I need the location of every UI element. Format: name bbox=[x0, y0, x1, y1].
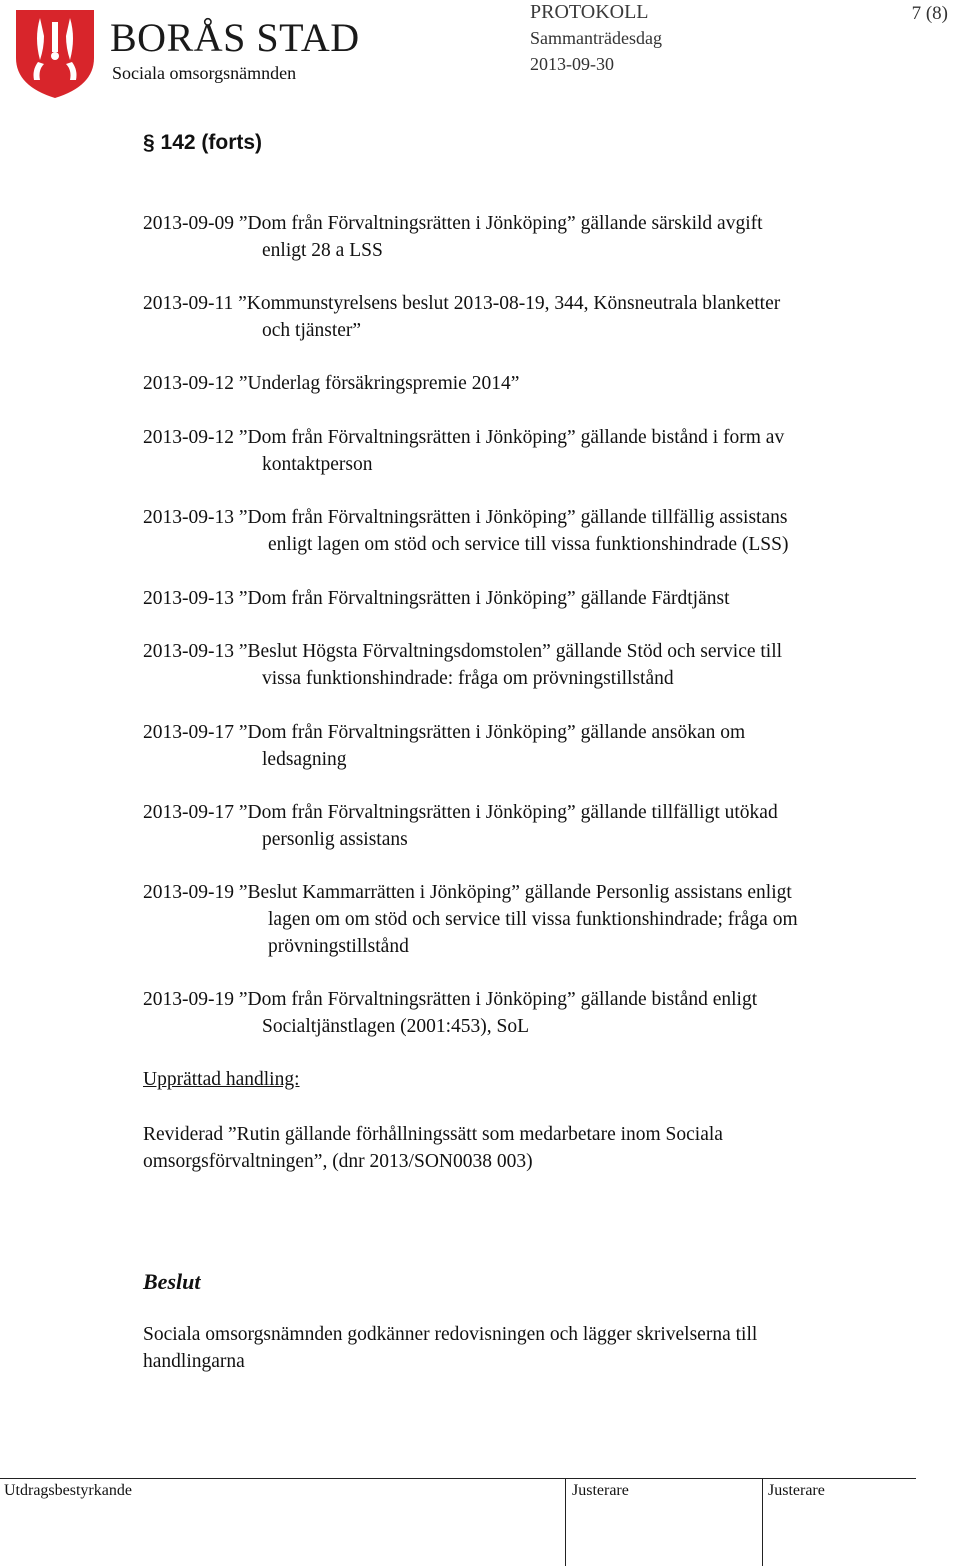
list-item-line: ledsagning bbox=[262, 749, 347, 770]
list-item-line: enligt lagen om stöd och service till vissa funktionshindrade (LSS) bbox=[268, 534, 789, 555]
list-item-line: 2013-09-17 ”Dom från Förvaltningsrätten i Jönköping” gällande ansökan om bbox=[143, 722, 746, 743]
document-type: PROTOKOLL bbox=[530, 1, 649, 23]
list-item-line: och tjänster” bbox=[262, 320, 362, 341]
paragraph-sign-icon: § bbox=[143, 131, 155, 154]
decision-line: handlingarna bbox=[143, 1351, 245, 1372]
decision-line: Sociala omsorgsnämnden godkänner redovisningen och lägger skrivelserna till bbox=[143, 1324, 758, 1345]
footer-adjuster-label: Justerare bbox=[572, 1482, 629, 1499]
list-item-line: 2013-09-12 ”Dom från Förvaltningsrätten i Jönköping” gällande bistånd i form av bbox=[143, 427, 785, 448]
list-item-line: prövningstillstånd bbox=[268, 936, 409, 957]
meeting-date: 2013-09-30 bbox=[530, 54, 614, 74]
list-item-line: enligt 28 a LSS bbox=[262, 240, 383, 261]
footer-certification-label: Utdragsbestyrkande bbox=[4, 1482, 132, 1499]
list-item-line: 2013-09-09 ”Dom från Förvaltningsrätten i Jönköping” gällande särskild avgift bbox=[143, 213, 763, 234]
list-item-line: 2013-09-11 ”Kommunstyrelsens beslut 2013-08-19, 344, Könsneutrala blanketter bbox=[143, 293, 781, 314]
list-item-line: vissa funktionshindrade: fråga om prövningstillstånd bbox=[262, 668, 674, 689]
decision-heading: Beslut bbox=[143, 1269, 201, 1294]
list-item-line: personlig assistans bbox=[262, 829, 408, 850]
prepared-line: omsorgsförvaltningen”, (dnr 2013/SON0038 003) bbox=[143, 1151, 533, 1172]
footer-divider bbox=[0, 1478, 916, 1479]
list-item-line: Socialtjänstlagen (2001:453), SoL bbox=[262, 1016, 530, 1037]
page-number: 7 (8) bbox=[911, 3, 948, 24]
list-item-line: 2013-09-19 ”Beslut Kammarrätten i Jönköping” gällande Personlig assistans enligt bbox=[143, 882, 792, 903]
prepared-heading: Upprättad handling: bbox=[143, 1069, 300, 1090]
footer-adjuster-label: Justerare bbox=[768, 1482, 825, 1499]
list-item-line: 2013-09-17 ”Dom från Förvaltningsrätten i Jönköping” gällande tillfälligt utökad bbox=[143, 802, 778, 823]
list-item-line: lagen om om stöd och service till vissa funktionshindrade; fråga om bbox=[268, 909, 798, 930]
footer-column-divider bbox=[762, 1478, 763, 1566]
list-item-line: kontaktperson bbox=[262, 454, 373, 475]
list-item-line: 2013-09-12 ”Underlag försäkringspremie 2014” bbox=[143, 373, 520, 394]
org-title: BORÅS STAD bbox=[110, 15, 360, 60]
footer-column-divider bbox=[565, 1478, 566, 1566]
list-item-line: 2013-09-13 ”Dom från Förvaltningsrätten i Jönköping” gällande Färdtjänst bbox=[143, 588, 730, 609]
city-coat-of-arms-logo bbox=[14, 8, 96, 100]
org-subtitle: Sociala omsorgsnämnden bbox=[112, 63, 297, 83]
section-heading bbox=[143, 130, 262, 156]
list-item-line: 2013-09-13 ”Beslut Högsta Förvaltningsdomstolen” gällande Stöd och service till bbox=[143, 641, 783, 662]
list-item-line: 2013-09-13 ”Dom från Förvaltningsrätten i Jönköping” gällande tillfällig assistans bbox=[143, 507, 788, 528]
section-number: 142 (forts) bbox=[160, 131, 263, 154]
meeting-label: Sammanträdesdag bbox=[530, 28, 662, 48]
prepared-line: Reviderad ”Rutin gällande förhållningssätt som medarbetare inom Sociala bbox=[143, 1124, 723, 1145]
list-item-line: 2013-09-19 ”Dom från Förvaltningsrätten i Jönköping” gällande bistånd enligt bbox=[143, 989, 758, 1010]
